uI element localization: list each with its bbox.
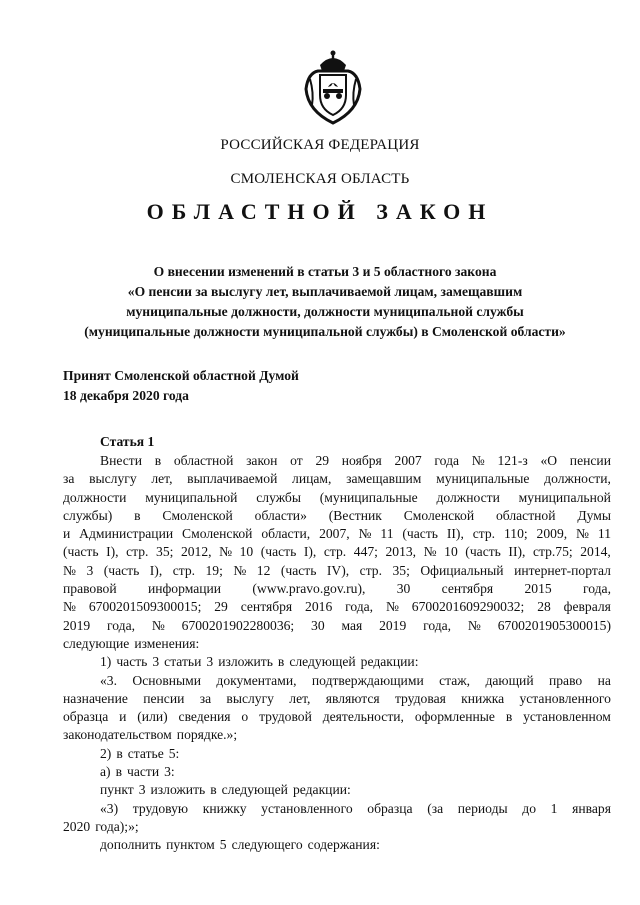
text-line: правовой информации (www.pravo.gov.ru), 30 сентября 2015 года,	[63, 581, 611, 597]
text-line: 2) в статье 5:	[100, 745, 180, 761]
text-line: законодательством порядке.»;	[63, 727, 238, 743]
text-line: 2020 года);»;	[63, 818, 139, 834]
country-name: РОССИЙСКАЯ ФЕДЕРАЦИЯ	[220, 137, 420, 153]
law-title-line: «О пенсии за выслугу лет, выплачиваемой лицам, замещавшим	[127, 284, 523, 299]
adoption-date: 18 декабря 2020 года	[63, 388, 189, 403]
article-heading: Статья 1	[100, 434, 155, 449]
text-line: следующие изменения:	[63, 635, 200, 651]
text-line: 1) часть 3 статьи 3 изложить в следующей редакции:	[100, 654, 419, 670]
law-title-line: О внесении изменений в статьи 3 и 5 областного закона	[153, 264, 497, 279]
text-line: (часть I), стр. 35; 2012, № 10 (часть I), стр. 447; 2013, № 10 (часть II), стр.75; 2014,	[63, 544, 611, 560]
text-line: и Администрации Смоленской области, 2007, № 11 (часть II), стр. 110; 2009, № 11	[63, 526, 611, 542]
text-line: службы) в Смоленской области» (Вестник Смоленской областной Думы	[63, 507, 611, 523]
law-title-line: (муниципальные должности муниципальной службы) в Смоленской области»	[84, 324, 566, 339]
region-name: СМОЛЕНСКАЯ ОБЛАСТЬ	[230, 171, 410, 187]
text-line: за выслугу лет, выплачиваемой лицам, замещавшим муниципальные должности,	[63, 471, 611, 487]
text-line: Внести в областной закон от 29 ноября 2007 года № 121-з «О пенсии	[100, 453, 611, 468]
text-line: пункт 3 изложить в следующей редакции:	[100, 782, 351, 798]
text-line: 2019 года, № 6700201902280036; 30 мая 2019 года, № 6700201905300015)	[63, 617, 611, 633]
text-line: дополнить пунктом 5 следующего содержания:	[100, 837, 380, 853]
coat-of-arms-icon	[298, 49, 368, 125]
text-line: а) в части 3:	[100, 764, 175, 780]
text-line: № 6700201509300015; 29 сентября 2016 года, № 6700201609290032; 28 февраля	[63, 599, 611, 615]
text-line: № 3 (часть I), стр. 19; № 12 (часть IV), стр. 35; Официальный интернет-портал	[63, 562, 611, 578]
document-type: ОБЛАСТНОЙ ЗАКОН	[146, 199, 494, 224]
text-line: образца и (или) сведения о трудовой деятельности, оформленные в установленном	[63, 709, 611, 725]
adoption-info	[63, 366, 299, 406]
law-title-line: муниципальные должности, должности муниципальной службы	[126, 304, 524, 319]
text-line: назначение пенсии за выслугу лет, являются трудовая книжка установленного	[63, 690, 611, 706]
adoption-body: Принят Смоленской областной Думой	[63, 368, 299, 383]
text-line: должности муниципальной службы (муниципальные должности муниципальной	[63, 489, 611, 505]
law-title	[40, 262, 610, 342]
text-line: «3. Основными документами, подтверждающими стаж, дающий право на	[100, 672, 611, 688]
text-line: «3) трудовую книжку установленного образца (за периоды до 1 января	[100, 800, 611, 816]
article-body	[63, 452, 611, 855]
